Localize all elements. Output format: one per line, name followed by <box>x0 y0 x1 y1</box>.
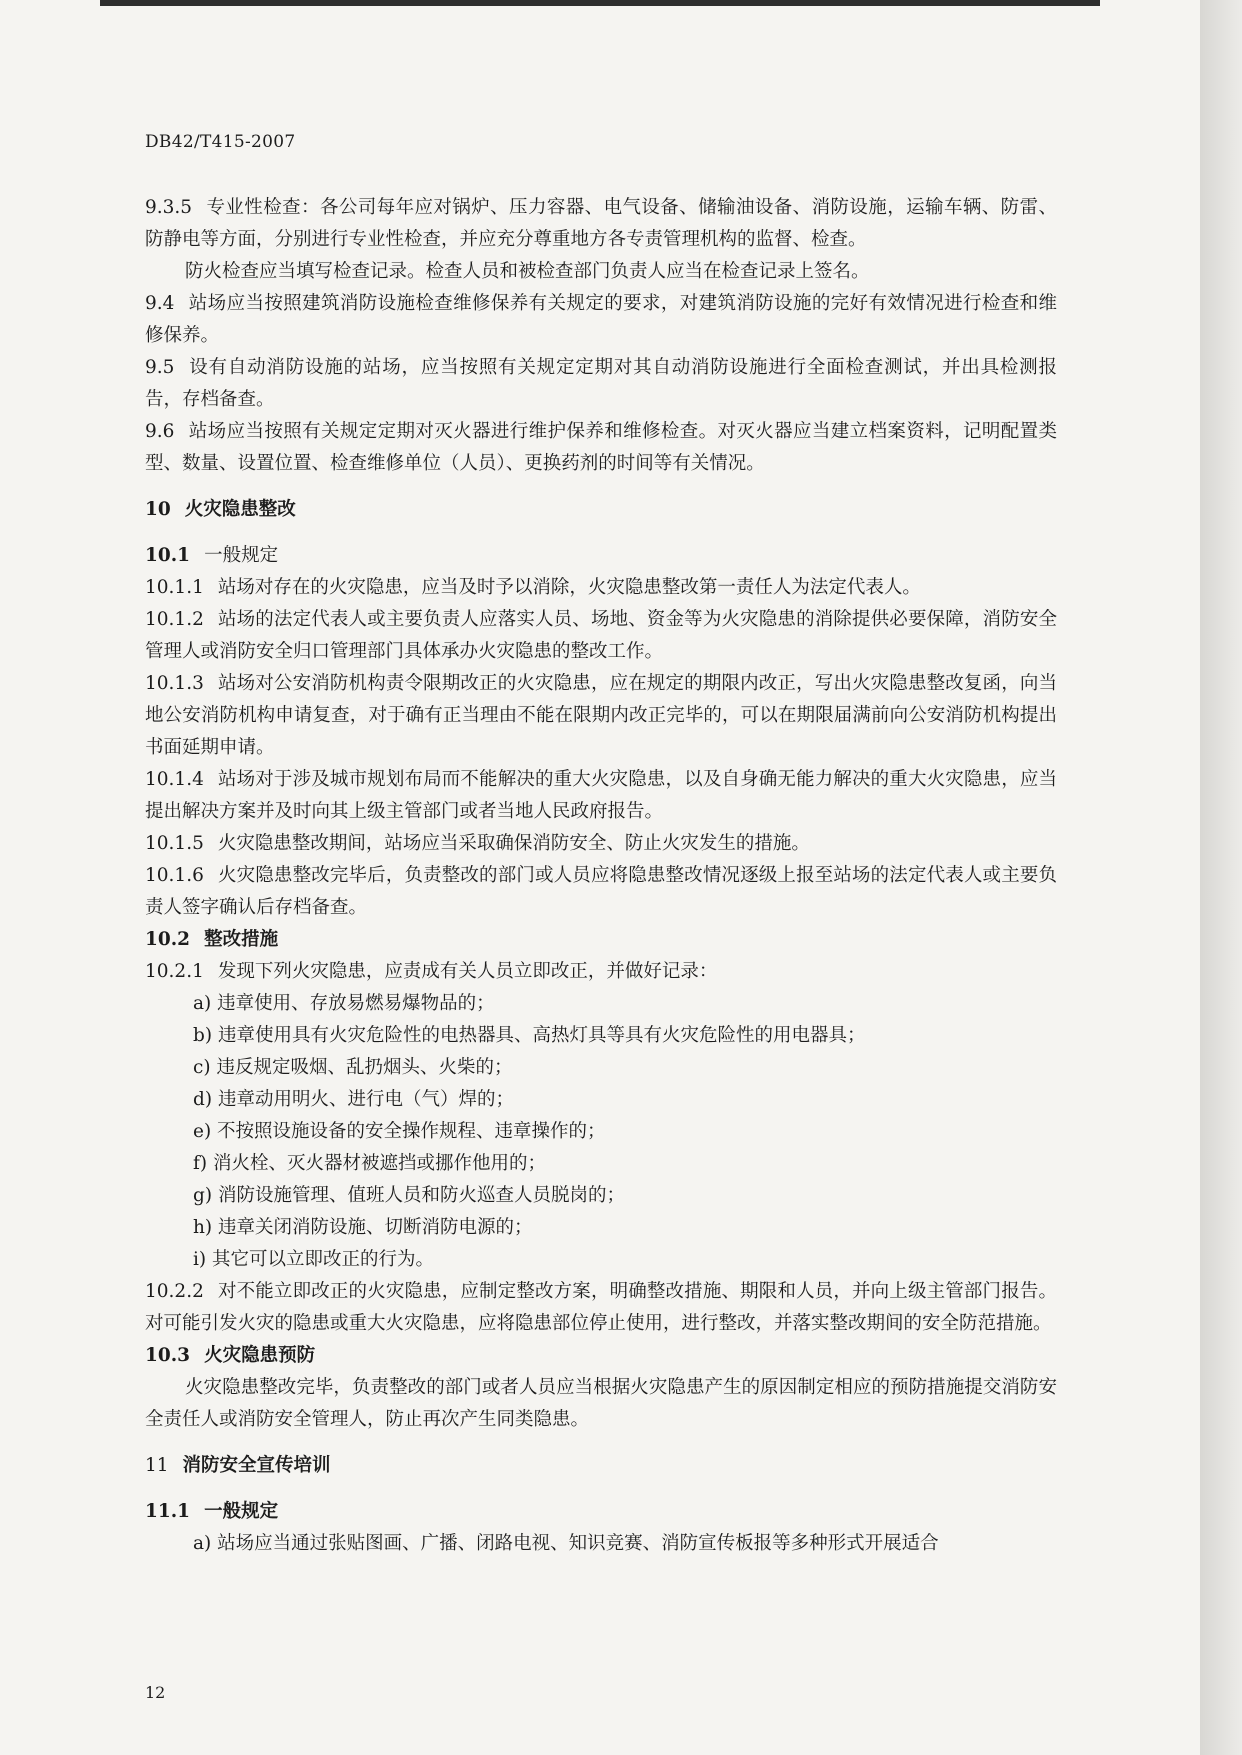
list-item: i) 其它可以立即改正的行为。 <box>193 1249 435 1270</box>
document-body <box>145 192 1057 1560</box>
clause-9-3-5: 9.3.5 专业性检查：各公司每年应对锅炉、压力容器、电气设备、储输油设备、消防设施，运输车辆、防雷、防静电等方面，分别进行专业性检查，并应充分尊重地方各专责管理机构的监督、检查。 <box>145 197 1057 250</box>
section-11-1-heading: 11.1 一般规定 <box>145 1501 279 1522</box>
clause-10-1-1: 10.1.1 站场对存在的火灾隐患，应当及时予以消除，火灾隐患整改第一责任人为法定代表人。 <box>145 577 921 598</box>
clause-10-1-3: 10.1.3 站场对公安消防机构责令限期改正的火灾隐患，应在规定的期限内改正，写出火灾隐患整改复函，向当地公安消防机构申请复查，对于确有正当理由不能在限期内改正完毕的，可以在期限届满前向公安消防机构提出书面延期申请。 <box>145 673 1057 758</box>
list-item: d) 违章动用明火、进行电（气）焊的； <box>193 1089 514 1110</box>
list-item: h) 违章关闭消防设施、切断消防电源的； <box>193 1217 533 1238</box>
list-item: b) 违章使用具有火灾危险性的电热器具、高热灯具等具有火灾危险性的用电器具； <box>193 1025 866 1046</box>
clause-10-1-4: 10.1.4 站场对于涉及城市规划布局而不能解决的重大火灾隐患，以及自身确无能力解决的重大火灾隐患，应当提出解决方案并及时向其上级主管部门或者当地人民政府报告。 <box>145 769 1057 822</box>
scan-right-margin <box>1200 0 1242 1755</box>
scan-top-edge <box>100 0 1100 6</box>
page-number: 12 <box>145 1683 166 1702</box>
clause-10-1-6: 10.1.6 火灾隐患整改完毕后，负责整改的部门或人员应将隐患整改情况逐级上报至站场的法定代表人或主要负责人签字确认后存档备查。 <box>145 865 1057 918</box>
section-10-heading: 10 火灾隐患整改 <box>145 499 296 520</box>
section-10-2-heading: 10.2 整改措施 <box>145 929 279 950</box>
clause-9-4: 9.4 站场应当按照建筑消防设施检查维修保养有关规定的要求，对建筑消防设施的完好有效情况进行检查和维修保养。 <box>145 293 1057 346</box>
list-item: a) 站场应当通过张贴图画、广播、闭路电视、知识竞赛、消防宣传板报等多种形式开展适合 <box>193 1533 939 1554</box>
list-item: e) 不按照设施设备的安全操作规程、违章操作的； <box>193 1121 606 1142</box>
clause-10-1-5: 10.1.5 火灾隐患整改期间，站场应当采取确保消防安全、防止火灾发生的措施。 <box>145 833 810 854</box>
list-item: c) 违反规定吸烟、乱扔烟头、火柴的； <box>193 1057 513 1078</box>
document-id: DB42/T415-2007 <box>145 132 296 152</box>
section-10-3-heading: 10.3 火灾隐患预防 <box>145 1345 316 1366</box>
clause-10-2-1: 10.2.1 发现下列火灾隐患，应责成有关人员立即改正，并做好记录： <box>145 961 718 982</box>
paragraph: 防火检查应当填写检查记录。检查人员和被检查部门负责人应当在检查记录上签名。 <box>185 261 870 282</box>
list-item: g) 消防设施管理、值班人员和防火巡查人员脱岗的； <box>193 1185 625 1206</box>
list-item: f) 消火栓、灭火器材被遮挡或挪作他用的； <box>193 1153 546 1174</box>
section-10-1-heading: 10.1 一般规定 <box>145 545 279 566</box>
list-item: a) 违章使用、存放易燃易爆物品的； <box>193 993 495 1014</box>
paragraph: 火灾隐患整改完毕，负责整改的部门或者人员应当根据火灾隐患产生的原因制定相应的预防措施提交消防安全责任人或消防安全管理人，防止再次产生同类隐患。 <box>145 1377 1057 1430</box>
clause-9-6: 9.6 站场应当按照有关规定定期对灭火器进行维护保养和维修检查。对灭火器应当建立档案资料，记明配置类型、数量、设置位置、检查维修单位（人员）、更换药剂的时间等有关情况。 <box>145 421 1057 474</box>
clause-9-5: 9.5 设有自动消防设施的站场，应当按照有关规定定期对其自动消防设施进行全面检查测试，并出具检测报告，存档备查。 <box>145 357 1057 410</box>
section-11-heading: 11 消防安全宣传培训 <box>145 1455 331 1476</box>
clause-10-2-2: 10.2.2 对不能立即改正的火灾隐患，应制定整改方案，明确整改措施、期限和人员，并向上级主管部门报告。对可能引发火灾的隐患或重大火灾隐患，应将隐患部位停止使用，进行整改，并落实整改期间的安全防范措施。 <box>145 1281 1057 1334</box>
clause-10-1-2: 10.1.2 站场的法定代表人或主要负责人应落实人员、场地、资金等为火灾隐患的消除提供必要保障，消防安全管理人或消防安全归口管理部门具体承办火灾隐患的整改工作。 <box>145 609 1057 662</box>
